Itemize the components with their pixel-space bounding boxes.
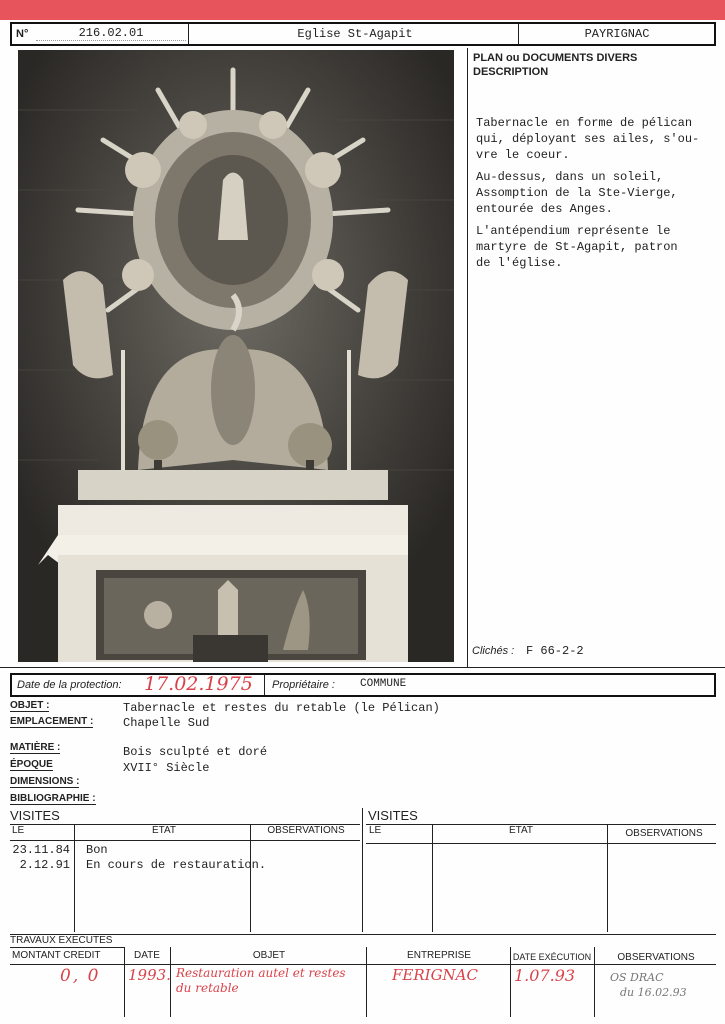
travaux-objet-line2: du retable — [176, 981, 239, 995]
travaux-entreprise: FERIGNAC — [392, 966, 478, 984]
travaux-montant: 0, 0 — [60, 966, 101, 986]
emplacement-label: EMPLACEMENT : — [10, 716, 94, 727]
protection-date-value: 17.02.1975 — [144, 673, 253, 695]
altar-photograph — [18, 50, 454, 662]
record-number: 216.02.01 — [36, 24, 186, 41]
protection-row — [10, 673, 716, 697]
travaux-col-entreprise: ENTREPRISE — [407, 950, 471, 961]
travaux-date-exec: 1.07.93 — [514, 966, 576, 985]
protection-date-label: Date de la protection: — [17, 679, 122, 691]
visit-etat-2: En cours de restauration. — [86, 858, 267, 872]
dimensions-label: DIMENSIONS : — [10, 776, 80, 787]
visites-right-col-le: LE — [369, 825, 382, 836]
header-row — [10, 22, 716, 46]
visites-left-col-etat: ÉTAT — [151, 825, 177, 836]
description-line: Assomption de la Ste-Vierge, — [476, 186, 678, 200]
visit-date-2: 2.12.91 — [19, 858, 70, 872]
description-line: Tabernacle en forme de pélican — [476, 116, 693, 130]
description-line: martyre de St-Agapit, patron — [476, 240, 678, 254]
description-heading: DESCRIPTION — [473, 66, 549, 78]
number-label: N° — [16, 28, 29, 40]
description-line: entourée des Anges. — [476, 202, 613, 216]
cliches-label: Clichés : — [472, 645, 515, 657]
cliches-value: F 66-2-2 — [526, 644, 584, 658]
visites-left-col-obs: OBSERVATIONS — [267, 825, 345, 836]
matiere-label: MATIÈRE : — [10, 742, 61, 753]
epoque-label: ÉPOQUE — [10, 759, 53, 770]
travaux-date: 1993. — [128, 966, 171, 984]
description-line: de l'église. — [476, 256, 563, 270]
visites-right-col-obs: OBSERVATIONS — [625, 828, 703, 839]
travaux-col-objet: OBJET — [252, 950, 286, 961]
visit-etat-1: Bon — [86, 843, 108, 857]
owner-label: Propriétaire : — [272, 679, 335, 691]
description-line: vre le coeur. — [476, 148, 570, 162]
epoque-value: XVII° Siècle — [123, 761, 210, 775]
travaux-obs-line1: OS DRAC — [610, 971, 664, 984]
objet-label: OBJET : — [10, 700, 50, 711]
description-line: L'antépendium représente le — [476, 224, 671, 238]
visites-left-col-le: LE — [12, 825, 25, 836]
travaux-col-date-exec: DATE EXÉCUTION — [512, 952, 592, 962]
travaux-title: TRAVAUX EXECUTES — [10, 935, 113, 946]
travaux-objet-line1: Restauration autel et restes — [176, 966, 346, 980]
commune-name: PAYRIGNAC — [584, 27, 650, 41]
travaux-obs-line2: du 16.02.93 — [620, 986, 687, 999]
altar-photo-illustration — [18, 50, 454, 662]
travaux-col-montant: MONTANT CREDIT — [12, 950, 101, 961]
travaux-col-obs: OBSERVATIONS — [617, 952, 695, 963]
objet-value: Tabernacle et restes du retable (le Pélican) — [123, 701, 440, 715]
emplacement-value: Chapelle Sud — [123, 716, 210, 730]
visit-date-1: 23.11.84 — [12, 843, 70, 857]
matiere-value: Bois sculpté et doré — [123, 745, 268, 759]
bibliographie-label: BIBLIOGRAPHIE : — [10, 793, 96, 804]
description-text — [476, 115, 699, 271]
description-line: qui, déployant ses ailes, s'ou- — [476, 132, 700, 146]
owner-value: COMMUNE — [360, 678, 407, 690]
visites-right-col-etat: ÉTAT — [508, 825, 534, 836]
travaux-col-date: DATE — [134, 950, 160, 961]
visites-right-title: VISITES — [368, 808, 418, 823]
building-name: Eglise St-Agapit — [297, 27, 413, 41]
visites-left-title: VISITES — [10, 808, 60, 823]
plan-documents-heading: PLAN ou DOCUMENTS DIVERS — [473, 52, 638, 64]
top-banner — [0, 0, 725, 20]
description-line: Au-dessus, dans un soleil, — [476, 170, 664, 184]
